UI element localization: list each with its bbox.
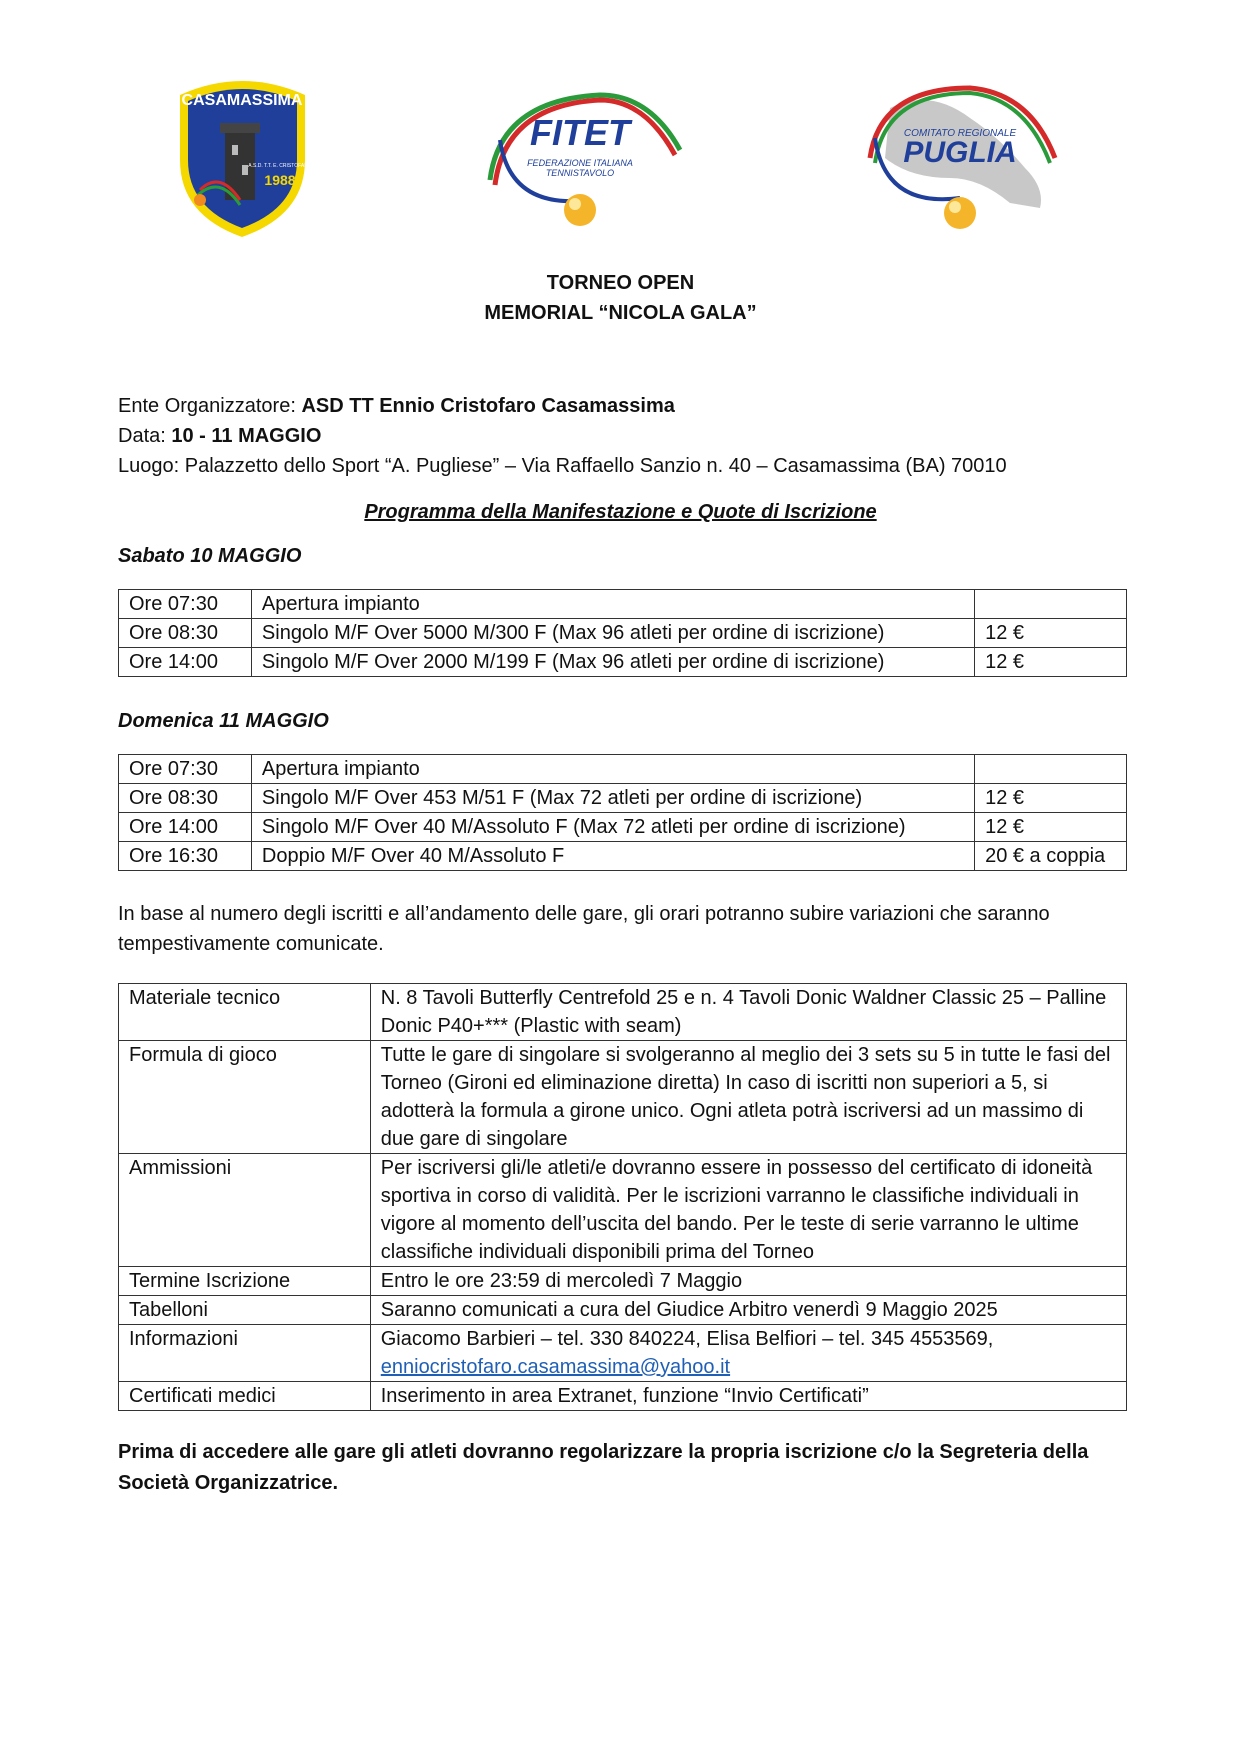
fee-cell — [975, 755, 1127, 784]
detail-label: Formula di gioco — [119, 1041, 371, 1154]
table-row — [119, 1296, 1127, 1325]
table-row — [119, 813, 1127, 842]
detail-value: Inserimento in area Extranet, funzione “Invio Certificati” — [370, 1382, 1126, 1411]
saturday-heading: Sabato 10 MAGGIO — [118, 545, 302, 567]
fee-cell: 12 € — [975, 648, 1127, 677]
details-table — [118, 983, 1127, 1411]
svg-text:A.S.D. T.T. E. CRISTOFARO: A.S.D. T.T. E. CRISTOFARO — [248, 163, 312, 169]
time-cell: Ore 08:30 — [119, 784, 252, 813]
date-line — [118, 421, 321, 452]
email-link[interactable]: enniocristofaro.casamassima@yahoo.it — [380, 1356, 731, 1378]
event-cell: Doppio M/F Over 40 M/Assoluto F — [251, 842, 974, 871]
svg-text:1988: 1988 — [264, 172, 296, 188]
final-note: Prima di accedere alle gare gli atleti dovranno regolarizzare la propria iscrizione c/o la Segreteria della Società Organizzatrice. — [118, 1441, 1089, 1494]
table-row — [119, 755, 1127, 784]
svg-text:TENNISTAVOLO: TENNISTAVOLO — [545, 168, 615, 178]
puglia-logo — [860, 78, 1060, 233]
fee-cell — [975, 590, 1127, 619]
detail-label: Tabelloni — [119, 1296, 371, 1325]
organizer-label: Ente Organizzatore: — [118, 395, 302, 417]
table-row — [119, 1325, 1127, 1382]
fitet-logo — [480, 80, 690, 230]
svg-text:CASAMASSIMA: CASAMASSIMA — [181, 92, 303, 109]
time-cell: Ore 14:00 — [119, 813, 252, 842]
table-row — [119, 984, 1127, 1041]
time-cell: Ore 14:00 — [119, 648, 252, 677]
detail-label: Certificati medici — [119, 1382, 371, 1411]
detail-label: Termine Iscrizione — [119, 1267, 371, 1296]
event-cell: Apertura impianto — [251, 755, 974, 784]
event-cell: Singolo M/F Over 40 M/Assoluto F (Max 72 atleti per ordine di iscrizione) — [251, 813, 974, 842]
event-cell: Singolo M/F Over 2000 M/199 F (Max 96 atleti per ordine di iscrizione) — [251, 648, 974, 677]
time-cell: Ore 07:30 — [119, 755, 252, 784]
table-row — [119, 842, 1127, 871]
organizer-line — [118, 391, 675, 422]
event-cell: Singolo M/F Over 5000 M/300 F (Max 96 atleti per ordine di iscrizione) — [251, 619, 974, 648]
casamassima-logo — [170, 75, 315, 240]
detail-label: Ammissioni — [119, 1154, 371, 1267]
table-row — [119, 1154, 1127, 1267]
fee-cell: 12 € — [975, 784, 1127, 813]
table-row — [119, 1041, 1127, 1154]
detail-value: N. 8 Tavoli Butterfly Centrefold 25 e n. 4 Tavoli Donic Waldner Classic 25 – Palline Donic P40+*** (Plastic with seam) — [370, 984, 1126, 1041]
table-row — [119, 784, 1127, 813]
sunday-heading: Domenica 11 MAGGIO — [118, 710, 329, 732]
svg-text:FITET: FITET — [530, 112, 630, 153]
table-row — [119, 1267, 1127, 1296]
sunday-table — [118, 754, 1127, 871]
title-line-1: TORNEO OPEN — [546, 272, 695, 294]
event-cell: Apertura impianto — [251, 590, 974, 619]
detail-label: Informazioni — [119, 1325, 371, 1382]
event-cell: Singolo M/F Over 453 M/51 F (Max 72 atleti per ordine di iscrizione) — [251, 784, 974, 813]
table-row — [119, 1382, 1127, 1411]
detail-value: Saranno comunicati a cura del Giudice Arbitro venerdì 9 Maggio 2025 — [370, 1296, 1126, 1325]
table-row — [119, 619, 1127, 648]
fee-cell: 12 € — [975, 813, 1127, 842]
time-cell: Ore 16:30 — [119, 842, 252, 871]
time-cell: Ore 07:30 — [119, 590, 252, 619]
fee-cell: 12 € — [975, 619, 1127, 648]
title-line-2: MEMORIAL “NICOLA GALA” — [484, 302, 757, 324]
saturday-table — [118, 589, 1127, 677]
organizer-value: ASD TT Ennio Cristofaro Casamassima — [301, 395, 675, 417]
detail-value — [370, 1325, 1126, 1382]
program-heading: Programma della Manifestazione e Quote di Iscrizione — [364, 501, 877, 523]
date-label: Data: — [118, 425, 172, 447]
table-row — [119, 648, 1127, 677]
detail-value: Entro le ore 23:59 di mercoledì 7 Maggio — [370, 1267, 1126, 1296]
svg-text:COMITATO REGIONALE: COMITATO REGIONALE — [903, 128, 1017, 139]
svg-text:PUGLIA: PUGLIA — [903, 136, 1017, 169]
location-line: Luogo: Palazzetto dello Sport “A. Pugliese” – Via Raffaello Sanzio n. 40 – Casamassima (BA) 70010 — [118, 455, 1007, 477]
fee-cell: 20 € a coppia — [975, 842, 1127, 871]
schedule-note: In base al numero degli iscritti e all’andamento delle gare, gli orari potranno subire variazioni che saranno tempestivamente comunicate. — [118, 903, 1050, 955]
time-cell: Ore 08:30 — [119, 619, 252, 648]
contacts-text: Giacomo Barbieri – tel. 330 840224, Elisa Belfiori – tel. 345 4553569, — [380, 1328, 994, 1350]
detail-label: Materiale tecnico — [119, 984, 371, 1041]
detail-value: Tutte le gare di singolare si svolgeranno al meglio dei 3 sets su 5 in tutte le fasi del Torneo (Gironi ed eliminazione diretta) In caso di iscritti non superiori a 5, si adotterà la formula a girone unico. Ogni atleta potrà iscriversi ad un massimo di due gare di singolare — [370, 1041, 1126, 1154]
detail-value: Per iscriversi gli/le atleti/e dovranno essere in possesso del certificato di idoneità sportiva in corso di validità. Per le iscrizioni varranno le classifiche individuali in vigore al momento dell’uscita del bando. Per le teste di serie varranno le ultime classifiche individuali disponibili prima del Torneo — [370, 1154, 1126, 1267]
date-value: 10 - 11 MAGGIO — [171, 425, 322, 447]
table-row — [119, 590, 1127, 619]
svg-text:FEDERAZIONE ITALIANA: FEDERAZIONE ITALIANA — [527, 158, 633, 168]
